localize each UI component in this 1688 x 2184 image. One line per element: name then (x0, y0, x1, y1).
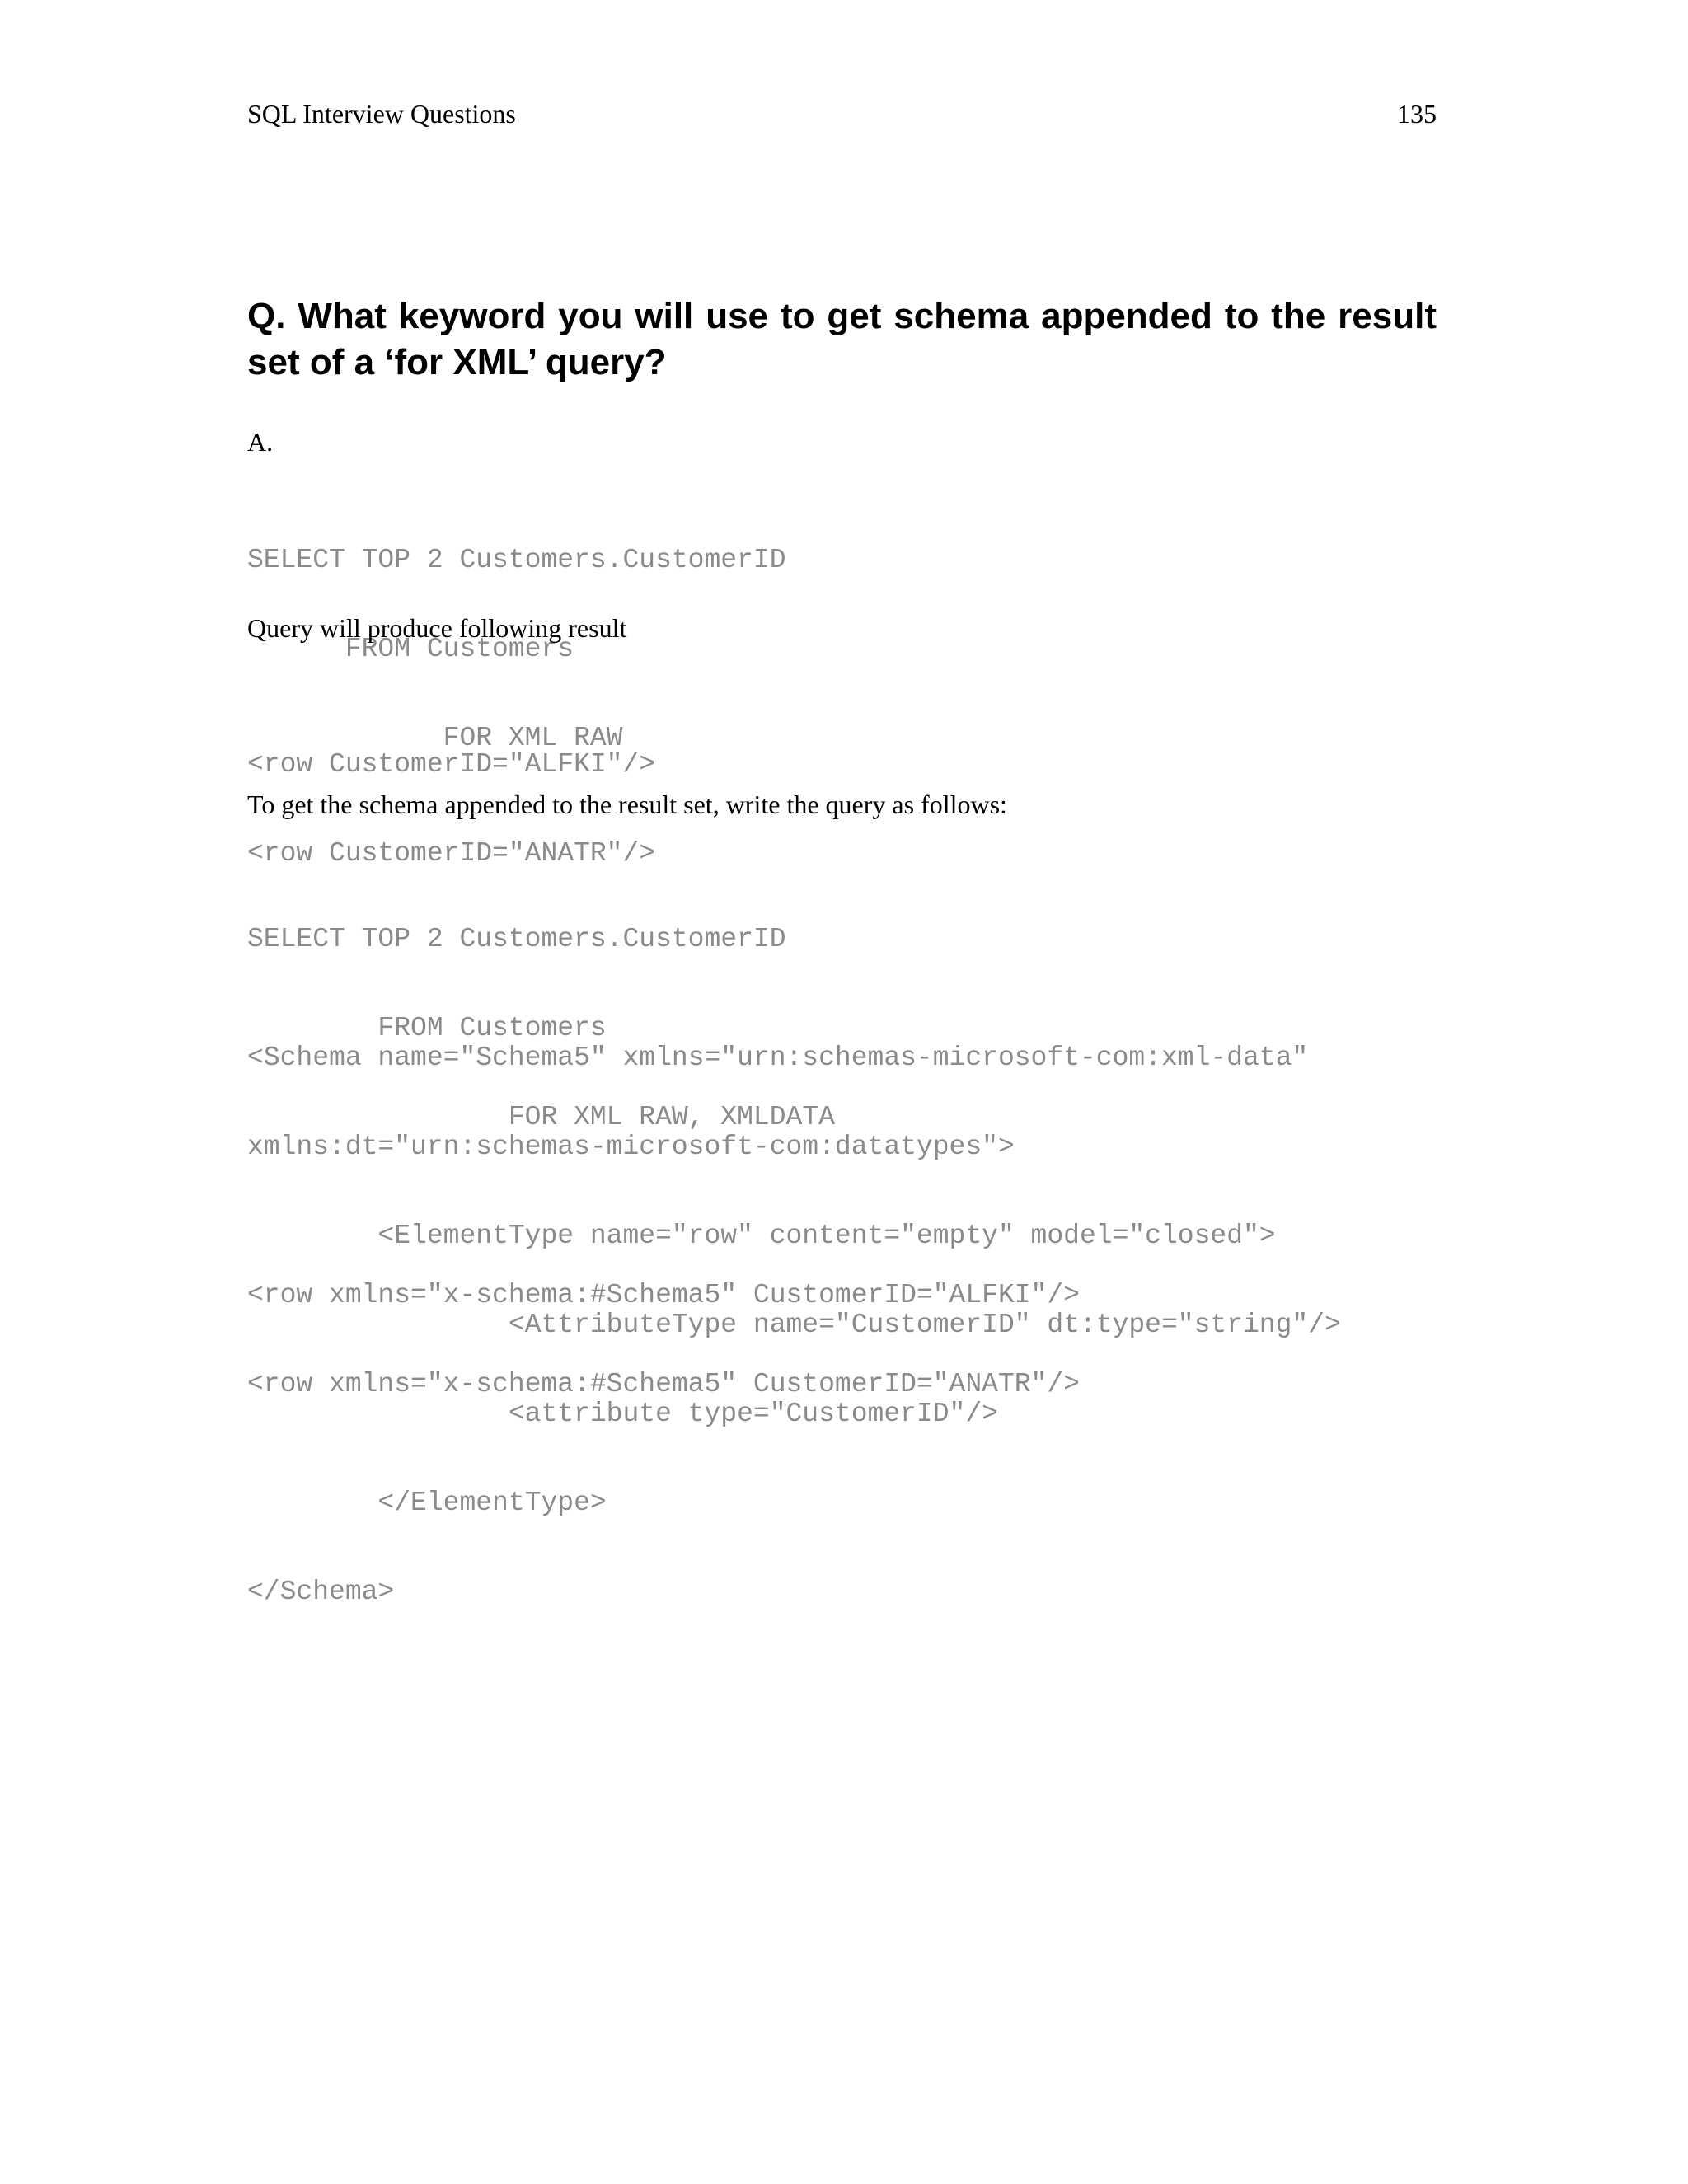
running-header (247, 99, 1437, 135)
code-line: <row xmlns="x-schema:#Schema5" CustomerID="ALFKI"/> (247, 1280, 1080, 1310)
code-line: <attribute type="CustomerID"/> (247, 1399, 998, 1429)
page-number: 135 (1397, 99, 1437, 129)
code-line: </Schema> (247, 1577, 395, 1607)
code-line: <ElementType name="row" content="empty" model="closed"> (247, 1221, 1276, 1251)
code-line: FROM Customers (247, 634, 574, 664)
code-line: xmlns:dt="urn:schemas-microsoft-com:datatypes"> (247, 1132, 1015, 1162)
code-line: SELECT TOP 2 Customers.CustomerID (247, 545, 786, 575)
answer-label: A. (247, 427, 274, 457)
code-line: FOR XML RAW (247, 723, 623, 753)
code-line: <row xmlns="x-schema:#Schema5" CustomerID="ANATR"/> (247, 1369, 1080, 1399)
code-line: </ElementType> (247, 1488, 607, 1518)
code-block-schema-rows (247, 1221, 1080, 1459)
code-line: SELECT TOP 2 Customers.CustomerID (247, 924, 786, 954)
code-line: <AttributeType name="CustomerID" dt:type="string"/> (247, 1310, 1341, 1340)
code-line: FOR XML RAW, XMLDATA (247, 1102, 835, 1132)
code-line: FROM Customers (247, 1013, 607, 1043)
code-line: <row CustomerID="ALFKI"/> (247, 749, 656, 780)
schema-intro-text: To get the schema appended to the result set, write the query as follows: (247, 790, 1007, 819)
code-line: <row CustomerID="ANATR"/> (247, 838, 656, 869)
code-line: <Schema name="Schema5" xmlns="urn:schemas-microsoft-com:xml-data" (247, 1043, 1309, 1073)
result-intro-text: Query will produce following result (247, 613, 627, 643)
header-title: SQL Interview Questions (247, 99, 516, 129)
question-heading: Q. What keyword you will use to get schema appended to the result set of a ‘for XML’ query? (247, 296, 1437, 382)
